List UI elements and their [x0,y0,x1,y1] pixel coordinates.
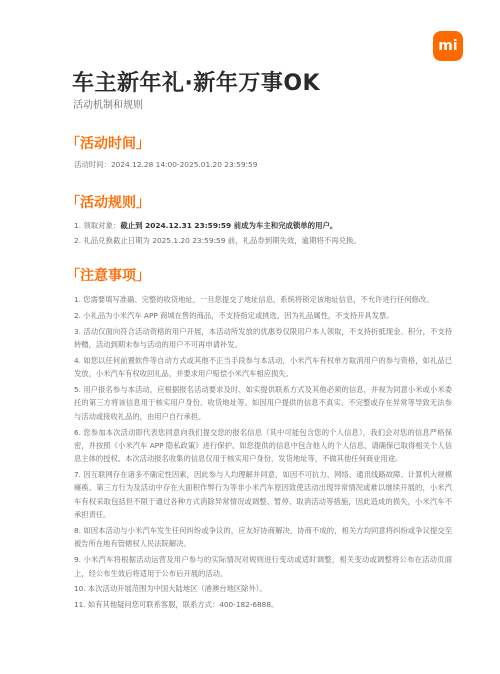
rule-item-1-prefix: 1. 领取对象： [74,221,121,230]
close-bracket: 」 [136,136,150,152]
note-item: 5. 用户报名参与本活动，应根据报名活动要求及时、如实提供联系方式及其他必须的信息，并视为同意小米或小米委托的第三方将该信息用于核实用户身份、收货地址等。如因用户提供的信息不真实、不完整或存在异常等导致无法参与活动或接收礼品的，由用户自行承担。 [74,385,452,421]
section-heading-label: 注意事项 [80,268,136,284]
section-heading-notes [66,265,150,285]
note-item: 4. 如您以任何前置软件等自动方式或其他不正当手段参与本活动，小米汽车有权单方取消用户的参与资格，如礼品已发放，小米汽车有权收回礼品，并要求用户赔偿小米汽车相应损失。 [74,355,452,379]
section-heading-label: 活动时间 [80,136,136,152]
section-heading-rules [66,192,150,212]
notes-list [74,293,452,614]
note-item: 11. 如有其他疑问您可联系客服，联系方式：400-182-6888。 [74,600,279,610]
note-item: 8. 如因本活动与小米汽车发生任何纠纷或争议的，应友好协商解决，协商不成的，相关方均同意将纠纷或争议提交至被告所在地有管辖权人民法院解决。 [74,526,452,549]
rule-item-2: 2. 礼品兑换截止日期为 2025.1.20 23:59:59 前，礼品券到期失效，逾期将不再兑换。 [74,236,361,245]
section-heading-time [66,133,150,153]
note-item: 10. 本次活动开展范围为中国大陆地区（港澳台地区除外）。 [74,584,267,594]
note-item: 3. 活动仅面向符合活动资格的用户开展，本活动所发放的优惠券仅限用户本人领取，不支持折抵现金、积分，不支持转赠，活动到期未参与活动的用户不可再申请补发。 [74,326,452,350]
xiaomi-logo-icon: mi [433,31,463,61]
close-bracket: 」 [136,268,150,284]
note-item: 7. 因互联网存在诸多不确定性因素，因此参与人均理解并同意，如因不可抗力、网络、通讯线路故障、计算机大规模瘫痪、第三方行为及活动中存在大面积作弊行为等非小米汽车原因致使活动出现异常情况或难以继续开展的，小米汽车有权采取包括但不限于通过各种方式消除异常情况或调整、暂停、取消活动等措施，因此造成的损失，小米汽车不承担责任。 [74,470,452,520]
note-item: 6. 您参加本次活动即代表您同意向我们提交您的报名信息（其中可能包含您的个人信息），我们会对您的信息严格保密，并按照《小米汽车 APP 隐私政策》进行保护。如您提供的信息中包含他人的个人信息，请确保已取得相关个人信息主体的授权。本次活动报名收集的信息仅用于核实用户身份、发货地址等，不做其他任何商业用途。 [74,427,452,464]
open-bracket: 「 [66,136,80,152]
note-item: 1. 您需要填写准确、完整的收货地址，一旦您提交了地址信息，系统将锁定该地址信息，不允许进行任何修改。 [74,295,434,304]
page-subtitle: 活动机制和规则 [73,100,143,111]
open-bracket: 「 [66,268,80,284]
note-item: 2. 小礼品为小米汽车 APP 商城在售的商品，不支持指定或挑选，因为礼品属性，不支持开具发票。 [74,310,394,320]
close-bracket: 」 [136,195,150,211]
open-bracket: 「 [66,195,80,211]
activity-time-text: 活动时间：2024.12.28 14:00-2025.01.20 23:59:59 [74,160,258,169]
page-title: 车主新年礼·新年万事OK [72,71,321,96]
section-heading-label: 活动规则 [80,195,136,211]
rule-item-1-highlight: 截止到 2024.12.31 23:59:59 前成为车主和完成锁单的用户。 [120,221,338,230]
rule-item-1 [74,219,454,232]
note-item: 9. 小米汽车将根据活动运营及用户参与的实际情况对规则进行变动或适时调整，相关变动或调整将公布在活动页面上，经公布生效后将适用于公布后开展的活动。 [74,555,452,578]
